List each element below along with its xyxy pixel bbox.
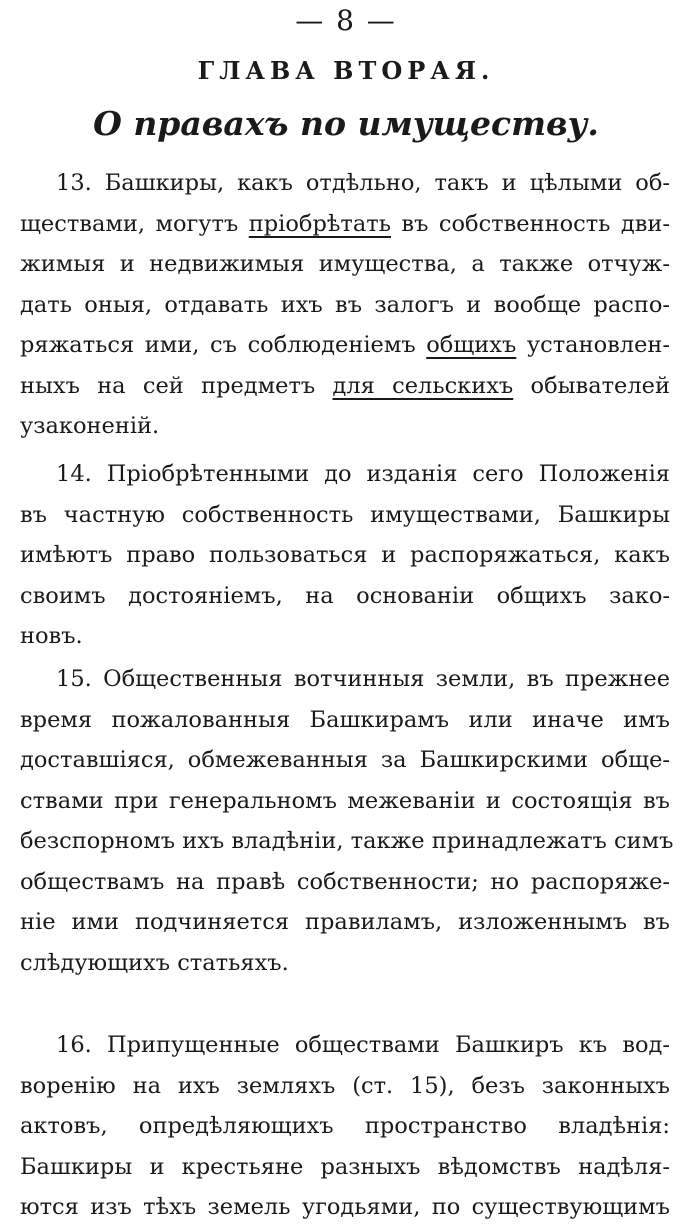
article-line: своимъ достояніемъ, на основаніи общихъ зако- <box>20 582 670 609</box>
article-line: доставшіяся, обмежеванныя за Башкирскими обще- <box>20 747 670 773</box>
article-line: ствами при генеральномъ межеваніи и состоящія въ <box>20 787 670 814</box>
article-number: 16. <box>56 1032 92 1058</box>
article-line: 16. Припущенные обществами Башкиръ къ вод- <box>56 1032 670 1058</box>
article-line: жимыя и недвижимыя имущества, а также отчуж- <box>20 251 670 277</box>
article-number: 14. <box>56 461 92 487</box>
article-line: безспорномъ ихъ владѣніи, также принадлежатъ симъ <box>20 828 674 854</box>
article-line: слѣдующихъ статьяхъ. <box>20 949 289 976</box>
article-number: 13. <box>56 170 92 196</box>
page-number: — 8 — <box>295 4 397 37</box>
underlined-word: для сельскихъ <box>332 372 514 399</box>
article-line: ществами, могутъ пріобрѣтать въ собственность дви- <box>20 210 671 237</box>
article-line: имѣютъ право пользоваться и распоряжаться, какъ <box>20 542 670 568</box>
chapter-title: О правахъ по имуществу. <box>93 104 599 143</box>
article-14 <box>20 454 670 657</box>
article-line: ныхъ на сей предметъ для сельскихъ обывателей <box>20 372 670 399</box>
article-line: дать оныя, отдавать ихъ въ залогъ и вообще распо- <box>20 291 670 318</box>
article-line: время пожалованныя Башкирамъ или иначе имъ <box>20 706 670 733</box>
article-line: узаконеній. <box>20 413 160 439</box>
article-line: ніе ими подчиняется правиламъ, изложеннымъ въ <box>20 909 670 935</box>
article-line: 13. Башкиры, какъ отдѣльно, такъ и цѣлыми об- <box>56 170 670 196</box>
article-16 <box>20 1025 670 1228</box>
underlined-word: общихъ <box>426 332 517 358</box>
article-line: новъ. <box>20 623 83 649</box>
underlined-word: пріобрѣтать <box>248 210 391 237</box>
article-line: 15. Общественныя вотчинныя земли, въ прежнее <box>56 666 671 692</box>
article-line: Башкиры и крестьяне разныхъ вѣдомствъ надѣля- <box>20 1153 670 1180</box>
article-line: обществамъ на правѣ собственности; но распоряже- <box>20 868 670 895</box>
article-line: воренію на ихъ земляхъ (ст. 15), безъ законныхъ <box>20 1072 670 1099</box>
article-line: въ частную собственность имуществами, Башкиры <box>20 501 670 528</box>
chapter-heading: ГЛАВА ВТОРАЯ. <box>197 56 495 85</box>
article-line: актовъ, опредѣляющихъ пространство владѣнія: <box>20 1113 670 1139</box>
article-line: 14. Пріобрѣтенными до изданія сего Положенія <box>56 461 670 487</box>
article-15 <box>20 659 674 983</box>
article-number: 15. <box>56 666 92 692</box>
article-line: ются изъ тѣхъ земель угодьями, по существующимъ <box>20 1194 670 1220</box>
article-13 <box>20 163 670 447</box>
article-line: ряжаться ими, съ соблюденіемъ общихъ установлен- <box>20 332 670 358</box>
